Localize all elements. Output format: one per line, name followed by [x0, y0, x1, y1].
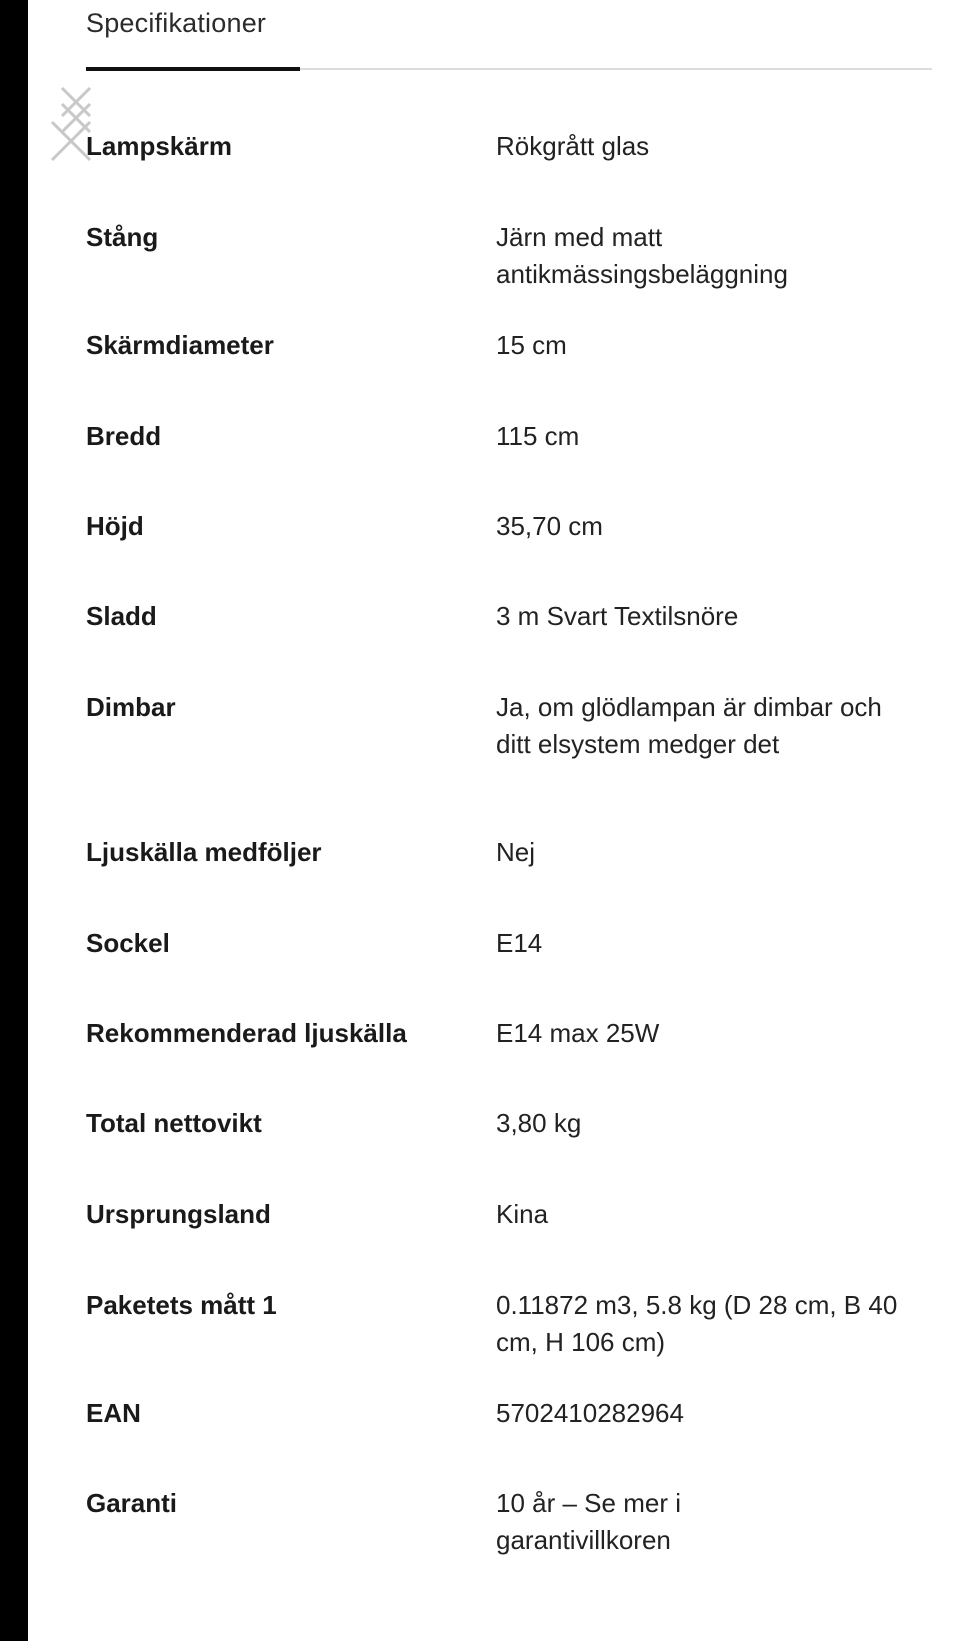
tab-bar: [86, 0, 932, 72]
spec-value: 115 cm: [496, 421, 580, 451]
spec-row-bredd: [86, 418, 932, 508]
spec-row-rekommenderad-ljuskalla: [86, 1015, 932, 1105]
spec-label: Lampskärm: [86, 131, 232, 161]
product-specifications-page: [28, 0, 960, 1641]
spec-label: Ljuskälla medföljer: [86, 837, 322, 867]
specifications-list: [86, 128, 932, 1585]
spec-label: Bredd: [86, 421, 162, 451]
spec-row-garanti: [86, 1485, 932, 1585]
tab-specifications[interactable]: Specifikationer: [86, 8, 267, 38]
spec-value: Järn med matt antikmässingsbeläggning: [496, 222, 788, 289]
spec-row-sockel: [86, 925, 932, 1015]
spec-row-skarmdiameter: [86, 327, 932, 418]
spec-value: Kina: [496, 1199, 549, 1229]
spec-label: Dimbar: [86, 692, 176, 722]
spec-label: Höjd: [86, 511, 144, 541]
spec-value: 35,70 cm: [496, 511, 603, 541]
spec-row-ursprungsland: [86, 1196, 932, 1287]
spec-row-stang: [86, 219, 932, 327]
spec-row-ljuskalla-medfoljer: [86, 834, 932, 925]
spec-value: 10 år – Se mer i garantivillkoren: [496, 1488, 681, 1555]
spec-value: Ja, om glödlampan är dimbar och ditt elsystem medger det: [496, 692, 882, 759]
spec-label: Rekommenderad ljuskälla: [86, 1018, 407, 1048]
spec-label: Ursprungsland: [86, 1199, 271, 1229]
spec-value: E14: [496, 928, 543, 958]
spec-row-ean: [86, 1395, 932, 1485]
spec-value: Nej: [496, 837, 536, 867]
spec-label: Total nettovikt: [86, 1108, 262, 1138]
spec-value: 3 m Svart Textilsnöre: [496, 601, 739, 631]
spec-row-total-nettovikt: [86, 1105, 932, 1196]
spec-label: EAN: [86, 1398, 141, 1428]
spec-value: 15 cm: [496, 330, 567, 360]
spec-label: Stång: [86, 222, 159, 252]
tab-active-indicator: [86, 67, 300, 71]
spec-label: Sockel: [86, 928, 170, 958]
spec-value: 5702410282964: [496, 1398, 684, 1428]
spec-row-hojd: [86, 508, 932, 598]
spec-value: E14 max 25W: [496, 1018, 660, 1048]
spec-row-lampskarm: [86, 128, 932, 219]
spec-label: Garanti: [86, 1488, 178, 1518]
spec-row-paketets-matt: [86, 1287, 932, 1395]
spec-value: 3,80 kg: [496, 1108, 582, 1138]
spec-row-dimbar: [86, 689, 932, 834]
spec-label: Skärmdiameter: [86, 330, 274, 360]
spec-value: 0.11872 m3, 5.8 kg (D 28 cm, B 40 cm, H 106 cm): [496, 1290, 898, 1357]
spec-label: Paketets mått 1: [86, 1290, 277, 1320]
spec-label: Sladd: [86, 601, 157, 631]
spec-value: Rökgrått glas: [496, 131, 650, 161]
spec-row-sladd: [86, 598, 932, 689]
